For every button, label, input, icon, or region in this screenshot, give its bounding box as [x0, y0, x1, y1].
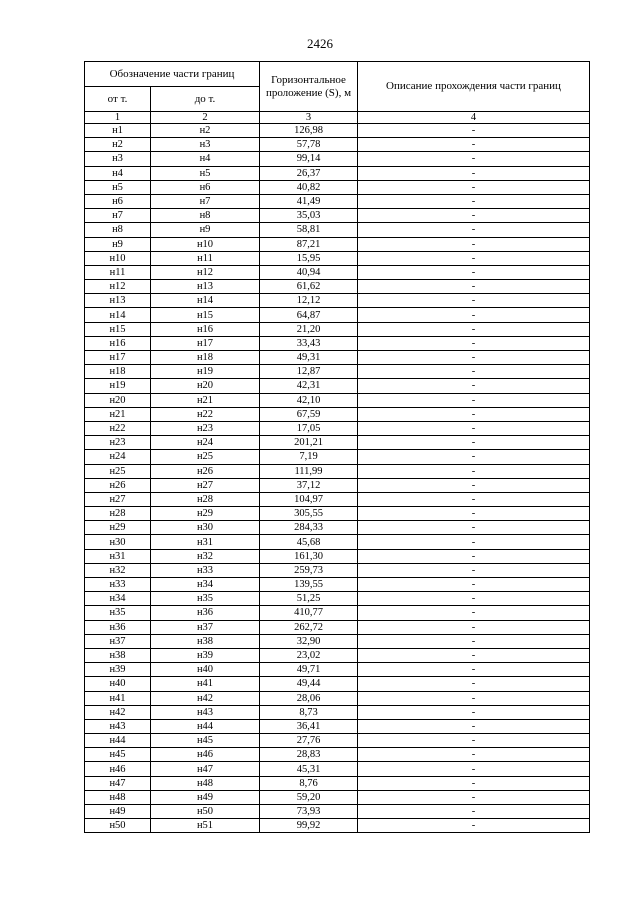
length-cell: 45,68	[260, 535, 358, 549]
from-point-cell: н18	[85, 365, 151, 379]
table-row	[85, 549, 590, 563]
page-number: 2426	[307, 36, 333, 51]
description-cell: -	[358, 592, 590, 606]
to-point-cell: н5	[151, 166, 260, 180]
from-point-cell: н43	[85, 719, 151, 733]
to-point-cell: н49	[151, 790, 260, 804]
table-row	[85, 620, 590, 634]
description-cell: -	[358, 549, 590, 563]
to-point-cell: н14	[151, 294, 260, 308]
length-cell: 23,02	[260, 648, 358, 662]
length-cell: 7,19	[260, 450, 358, 464]
to-point-cell: н30	[151, 521, 260, 535]
length-cell: 42,31	[260, 379, 358, 393]
to-point-cell: н18	[151, 351, 260, 365]
table-row	[85, 734, 590, 748]
to-point-cell: н20	[151, 379, 260, 393]
table-row	[85, 805, 590, 819]
table-row	[85, 776, 590, 790]
description-cell: -	[358, 719, 590, 733]
from-point-cell: н37	[85, 634, 151, 648]
from-point-cell: н7	[85, 209, 151, 223]
to-point-cell: н33	[151, 563, 260, 577]
from-point-cell: н17	[85, 351, 151, 365]
to-point-cell: н42	[151, 691, 260, 705]
table-row	[85, 436, 590, 450]
to-point-cell: н12	[151, 265, 260, 279]
description-cell: -	[358, 436, 590, 450]
table-row	[85, 492, 590, 506]
to-point-cell: н29	[151, 507, 260, 521]
from-point-cell: н44	[85, 734, 151, 748]
length-cell: 28,06	[260, 691, 358, 705]
table-row	[85, 762, 590, 776]
table-row	[85, 223, 590, 237]
column-number: 3	[260, 112, 358, 124]
to-point-cell: н32	[151, 549, 260, 563]
to-point-cell: н44	[151, 719, 260, 733]
table-row	[85, 634, 590, 648]
table-row	[85, 152, 590, 166]
length-cell: 73,93	[260, 805, 358, 819]
table-row	[85, 663, 590, 677]
from-point-cell: н31	[85, 549, 151, 563]
length-cell: 99,92	[260, 819, 358, 833]
description-cell: -	[358, 138, 590, 152]
length-cell: 40,82	[260, 180, 358, 194]
to-point-cell: н4	[151, 152, 260, 166]
length-cell: 99,14	[260, 152, 358, 166]
from-point-cell: н5	[85, 180, 151, 194]
from-point-cell: н41	[85, 691, 151, 705]
table-row	[85, 421, 590, 435]
from-point-cell: н35	[85, 606, 151, 620]
to-point-cell: н17	[151, 336, 260, 350]
length-cell: 49,44	[260, 677, 358, 691]
table-row	[85, 209, 590, 223]
length-cell: 67,59	[260, 407, 358, 421]
from-point-cell: н24	[85, 450, 151, 464]
to-point-cell: н36	[151, 606, 260, 620]
length-cell: 259,73	[260, 563, 358, 577]
from-point-cell: н48	[85, 790, 151, 804]
table-row	[85, 280, 590, 294]
table-row	[85, 691, 590, 705]
description-cell: -	[358, 322, 590, 336]
description-cell: -	[358, 606, 590, 620]
to-point-cell: н41	[151, 677, 260, 691]
description-cell: -	[358, 450, 590, 464]
description-cell: -	[358, 237, 590, 251]
to-point-cell: н6	[151, 180, 260, 194]
from-point-cell: н16	[85, 336, 151, 350]
from-point-cell: н46	[85, 762, 151, 776]
description-cell: -	[358, 194, 590, 208]
table-row	[85, 336, 590, 350]
length-cell: 35,03	[260, 209, 358, 223]
to-point-cell: н19	[151, 365, 260, 379]
description-cell: -	[358, 563, 590, 577]
description-cell: -	[358, 578, 590, 592]
length-cell: 32,90	[260, 634, 358, 648]
to-point-cell: н10	[151, 237, 260, 251]
from-point-cell: н39	[85, 663, 151, 677]
from-point-cell: н4	[85, 166, 151, 180]
from-point-cell: н29	[85, 521, 151, 535]
borders-table	[84, 61, 590, 833]
to-point-cell: н39	[151, 648, 260, 662]
to-point-cell: н28	[151, 492, 260, 506]
table-row	[85, 478, 590, 492]
table-row	[85, 521, 590, 535]
from-point-cell: н10	[85, 251, 151, 265]
to-point-cell: н13	[151, 280, 260, 294]
to-point-cell: н22	[151, 407, 260, 421]
from-point-cell: н11	[85, 265, 151, 279]
length-cell: 28,83	[260, 748, 358, 762]
length-cell: 139,55	[260, 578, 358, 592]
length-cell: 12,12	[260, 294, 358, 308]
from-point-cell: н25	[85, 464, 151, 478]
length-cell: 410,77	[260, 606, 358, 620]
table-body	[85, 124, 590, 833]
table-row	[85, 450, 590, 464]
description-cell: -	[358, 805, 590, 819]
description-cell: -	[358, 634, 590, 648]
from-point-cell: н30	[85, 535, 151, 549]
to-point-cell: н43	[151, 705, 260, 719]
header-horizontal-length: Горизонтальное проложение (S), м	[260, 62, 358, 112]
table-row	[85, 648, 590, 662]
table-row	[85, 393, 590, 407]
description-cell: -	[358, 748, 590, 762]
description-cell: -	[358, 209, 590, 223]
to-point-cell: н21	[151, 393, 260, 407]
description-cell: -	[358, 734, 590, 748]
to-point-cell: н47	[151, 762, 260, 776]
description-cell: -	[358, 393, 590, 407]
from-point-cell: н33	[85, 578, 151, 592]
from-point-cell: н22	[85, 421, 151, 435]
length-cell: 201,21	[260, 436, 358, 450]
description-cell: -	[358, 421, 590, 435]
table-row	[85, 237, 590, 251]
header-border-designation: Обозначение части границ	[85, 62, 260, 87]
table-row	[85, 535, 590, 549]
length-cell: 26,37	[260, 166, 358, 180]
description-cell: -	[358, 819, 590, 833]
table-row	[85, 379, 590, 393]
from-point-cell: н19	[85, 379, 151, 393]
description-cell: -	[358, 691, 590, 705]
from-point-cell: н12	[85, 280, 151, 294]
from-point-cell: н20	[85, 393, 151, 407]
length-cell: 17,05	[260, 421, 358, 435]
from-point-cell: н36	[85, 620, 151, 634]
from-point-cell: н40	[85, 677, 151, 691]
to-point-cell: н25	[151, 450, 260, 464]
column-number: 4	[358, 112, 590, 124]
from-point-cell: н49	[85, 805, 151, 819]
to-point-cell: н8	[151, 209, 260, 223]
table-row	[85, 180, 590, 194]
to-point-cell: н2	[151, 124, 260, 138]
to-point-cell: н38	[151, 634, 260, 648]
to-point-cell: н24	[151, 436, 260, 450]
to-point-cell: н23	[151, 421, 260, 435]
from-point-cell: н8	[85, 223, 151, 237]
length-cell: 51,25	[260, 592, 358, 606]
to-point-cell: н9	[151, 223, 260, 237]
table-row	[85, 790, 590, 804]
column-number: 1	[85, 112, 151, 124]
description-cell: -	[358, 521, 590, 535]
description-cell: -	[358, 280, 590, 294]
table-row	[85, 166, 590, 180]
description-cell: -	[358, 776, 590, 790]
to-point-cell: н35	[151, 592, 260, 606]
length-cell: 40,94	[260, 265, 358, 279]
description-cell: -	[358, 464, 590, 478]
description-cell: -	[358, 790, 590, 804]
from-point-cell: н3	[85, 152, 151, 166]
description-cell: -	[358, 251, 590, 265]
from-point-cell: н26	[85, 478, 151, 492]
from-point-cell: н13	[85, 294, 151, 308]
length-cell: 284,33	[260, 521, 358, 535]
from-point-cell: н14	[85, 308, 151, 322]
length-cell: 49,31	[260, 351, 358, 365]
table-row	[85, 507, 590, 521]
to-point-cell: н46	[151, 748, 260, 762]
from-point-cell: н32	[85, 563, 151, 577]
from-point-cell: н23	[85, 436, 151, 450]
description-cell: -	[358, 648, 590, 662]
table-row	[85, 265, 590, 279]
to-point-cell: н11	[151, 251, 260, 265]
description-cell: -	[358, 663, 590, 677]
length-cell: 21,20	[260, 322, 358, 336]
description-cell: -	[358, 762, 590, 776]
length-cell: 126,98	[260, 124, 358, 138]
column-number: 2	[151, 112, 260, 124]
table-row	[85, 606, 590, 620]
length-cell: 8,76	[260, 776, 358, 790]
table-row	[85, 351, 590, 365]
length-cell: 45,31	[260, 762, 358, 776]
table-row	[85, 464, 590, 478]
table-row	[85, 407, 590, 421]
length-cell: 27,76	[260, 734, 358, 748]
from-point-cell: н38	[85, 648, 151, 662]
length-cell: 49,71	[260, 663, 358, 677]
description-cell: -	[358, 180, 590, 194]
length-cell: 59,20	[260, 790, 358, 804]
to-point-cell: н37	[151, 620, 260, 634]
to-point-cell: н15	[151, 308, 260, 322]
to-point-cell: н27	[151, 478, 260, 492]
table-row	[85, 592, 590, 606]
table-row	[85, 719, 590, 733]
description-cell: -	[358, 507, 590, 521]
length-cell: 33,43	[260, 336, 358, 350]
description-cell: -	[358, 223, 590, 237]
length-cell: 57,78	[260, 138, 358, 152]
from-point-cell: н50	[85, 819, 151, 833]
length-cell: 161,30	[260, 549, 358, 563]
description-cell: -	[358, 365, 590, 379]
description-cell: -	[358, 294, 590, 308]
description-cell: -	[358, 407, 590, 421]
length-cell: 37,12	[260, 478, 358, 492]
description-cell: -	[358, 336, 590, 350]
from-point-cell: н47	[85, 776, 151, 790]
table-row	[85, 308, 590, 322]
to-point-cell: н40	[151, 663, 260, 677]
length-cell: 41,49	[260, 194, 358, 208]
table-row	[85, 705, 590, 719]
description-cell: -	[358, 265, 590, 279]
from-point-cell: н21	[85, 407, 151, 421]
from-point-cell: н45	[85, 748, 151, 762]
description-cell: -	[358, 492, 590, 506]
to-point-cell: н45	[151, 734, 260, 748]
header-from-point: от т.	[85, 87, 151, 112]
from-point-cell: н28	[85, 507, 151, 521]
header-to-point: до т.	[151, 87, 260, 112]
description-cell: -	[358, 124, 590, 138]
length-cell: 111,99	[260, 464, 358, 478]
table-row	[85, 578, 590, 592]
length-cell: 12,87	[260, 365, 358, 379]
description-cell: -	[358, 152, 590, 166]
to-point-cell: н31	[151, 535, 260, 549]
from-point-cell: н15	[85, 322, 151, 336]
table-row	[85, 138, 590, 152]
to-point-cell: н16	[151, 322, 260, 336]
length-cell: 87,21	[260, 237, 358, 251]
table-row	[85, 294, 590, 308]
header-description: Описание прохождения части границ	[358, 62, 590, 112]
to-point-cell: н3	[151, 138, 260, 152]
description-cell: -	[358, 351, 590, 365]
length-cell: 36,41	[260, 719, 358, 733]
length-cell: 305,55	[260, 507, 358, 521]
table-row	[85, 748, 590, 762]
length-cell: 64,87	[260, 308, 358, 322]
description-cell: -	[358, 620, 590, 634]
from-point-cell: н27	[85, 492, 151, 506]
table-row	[85, 677, 590, 691]
to-point-cell: н50	[151, 805, 260, 819]
description-cell: -	[358, 308, 590, 322]
table-row	[85, 365, 590, 379]
table-row	[85, 322, 590, 336]
description-cell: -	[358, 705, 590, 719]
from-point-cell: н9	[85, 237, 151, 251]
length-cell: 42,10	[260, 393, 358, 407]
description-cell: -	[358, 535, 590, 549]
length-cell: 262,72	[260, 620, 358, 634]
table-row	[85, 194, 590, 208]
from-point-cell: н1	[85, 124, 151, 138]
length-cell: 15,95	[260, 251, 358, 265]
column-number-row	[85, 112, 590, 124]
to-point-cell: н48	[151, 776, 260, 790]
table-row	[85, 251, 590, 265]
to-point-cell: н34	[151, 578, 260, 592]
from-point-cell: н6	[85, 194, 151, 208]
length-cell: 104,97	[260, 492, 358, 506]
from-point-cell: н42	[85, 705, 151, 719]
length-cell: 61,62	[260, 280, 358, 294]
to-point-cell: н26	[151, 464, 260, 478]
table-row	[85, 819, 590, 833]
description-cell: -	[358, 166, 590, 180]
table-row	[85, 563, 590, 577]
to-point-cell: н51	[151, 819, 260, 833]
from-point-cell: н2	[85, 138, 151, 152]
table-row	[85, 124, 590, 138]
length-cell: 8,73	[260, 705, 358, 719]
description-cell: -	[358, 478, 590, 492]
to-point-cell: н7	[151, 194, 260, 208]
from-point-cell: н34	[85, 592, 151, 606]
description-cell: -	[358, 379, 590, 393]
length-cell: 58,81	[260, 223, 358, 237]
description-cell: -	[358, 677, 590, 691]
